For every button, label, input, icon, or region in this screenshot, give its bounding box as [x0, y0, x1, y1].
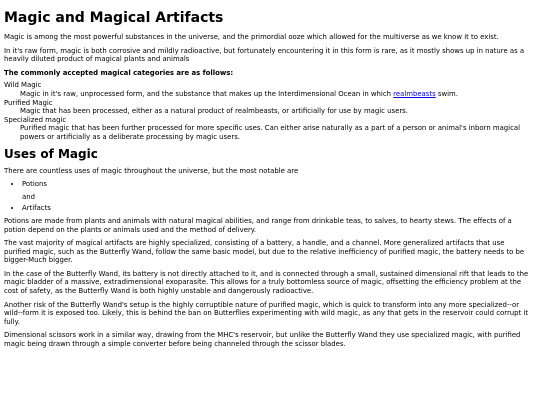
intro-paragraph: In it's raw form, magic is both corrosive and mildly radioactive, but fortunately encountering it in this form is rare, as it mostly shows up in nature as a heavily diluted product of magical plants and animals: [4, 46, 525, 64]
category-description: Magic that has been processed, either as a natural product of realmbeasts, or artificially for use by magic users.: [20, 107, 408, 116]
realmbeasts-link[interactable]: realmbeasts: [393, 89, 436, 98]
category-term: Purified Magic: [4, 98, 53, 107]
category-term: Wild Magic: [4, 81, 42, 90]
and-text: and: [22, 192, 35, 201]
body-paragraph: The vast majority of magical artifacts are highly specialized, consisting of a battery, a handle, and a channel. More generalized artifacts that use purified magic, such as the Butterfly Wand, follow the same basic model, but due to the relative inefficiency of purified magic, the battery needs to be bigger-Much bigger.: [4, 239, 525, 265]
uses-list: [4, 180, 531, 189]
category-description-text: Magic in it's raw, unprocessed form, and the substance that makes up the Interdimensional Ocean in which: [20, 89, 394, 98]
list-item: • Potions: [22, 180, 531, 189]
category-term: Specialized magic: [4, 115, 67, 124]
body-paragraph: Potions are made from plants and animals with natural magical abilities, and range from drinkable teas, to salves, to hearty stews. The effects of a potion depend on the plants or animals used and the method of delivery.: [4, 216, 512, 234]
intro-paragraph: Magic is among the most powerful substances in the universe, and the primordial ooze which allowed for the multiverse as we know it to exist.: [4, 33, 499, 41]
uses-intro: There are countless uses of magic throughout the universe, but the most notable are: [4, 166, 299, 175]
body-paragraph: Another risk of the Butterfly Wand's setup is the highly corruptible nature of purified magic, which is quick to transform into any more specialized--or wild--form it is exposed too. Likely, this is behind the ban on Butterflies experimenting with wild magic, as any that gets in the reservoir could corrupt it fully.: [4, 300, 529, 326]
uses-heading: Uses of Magic: [4, 146, 98, 161]
categories-list: [4, 81, 531, 141]
body-paragraph: In the case of the Butterfly Wand, its battery is not directly attached to it, and is connected through a small, sustained dimensional rift that leads to the magic bladder of a massive, extradimensional exoparasite. This allows for a truly bottomless source of magic, offsetting the efficiency problem at the cost of safety, as the Butterfly Wand is both highly unstable and dangerously radioactive.: [4, 269, 529, 296]
body-paragraph: Dimensional scissors work in a similar way, drawing from the MHC's reservoir, but unlike the Butterfly Wand they use specialized magic, with purified magic being drawn through a simple converter before being channeled through the scissor blades.: [4, 331, 521, 349]
categories-heading: The commonly accepted magical categories are as follows:: [4, 68, 234, 77]
uses-list: [4, 204, 531, 213]
page-title: Magic and Magical Artifacts: [4, 10, 224, 26]
category-description: Purified magic that has been further processed for more specific uses. Can either arise naturally as a part of a person or animal's inborn magical powers or artificially as a deliberate processing by magic users.: [20, 124, 521, 141]
category-description-text: swim.: [435, 89, 458, 98]
list-item: • Artifacts: [22, 204, 531, 213]
category-description: [20, 90, 531, 99]
